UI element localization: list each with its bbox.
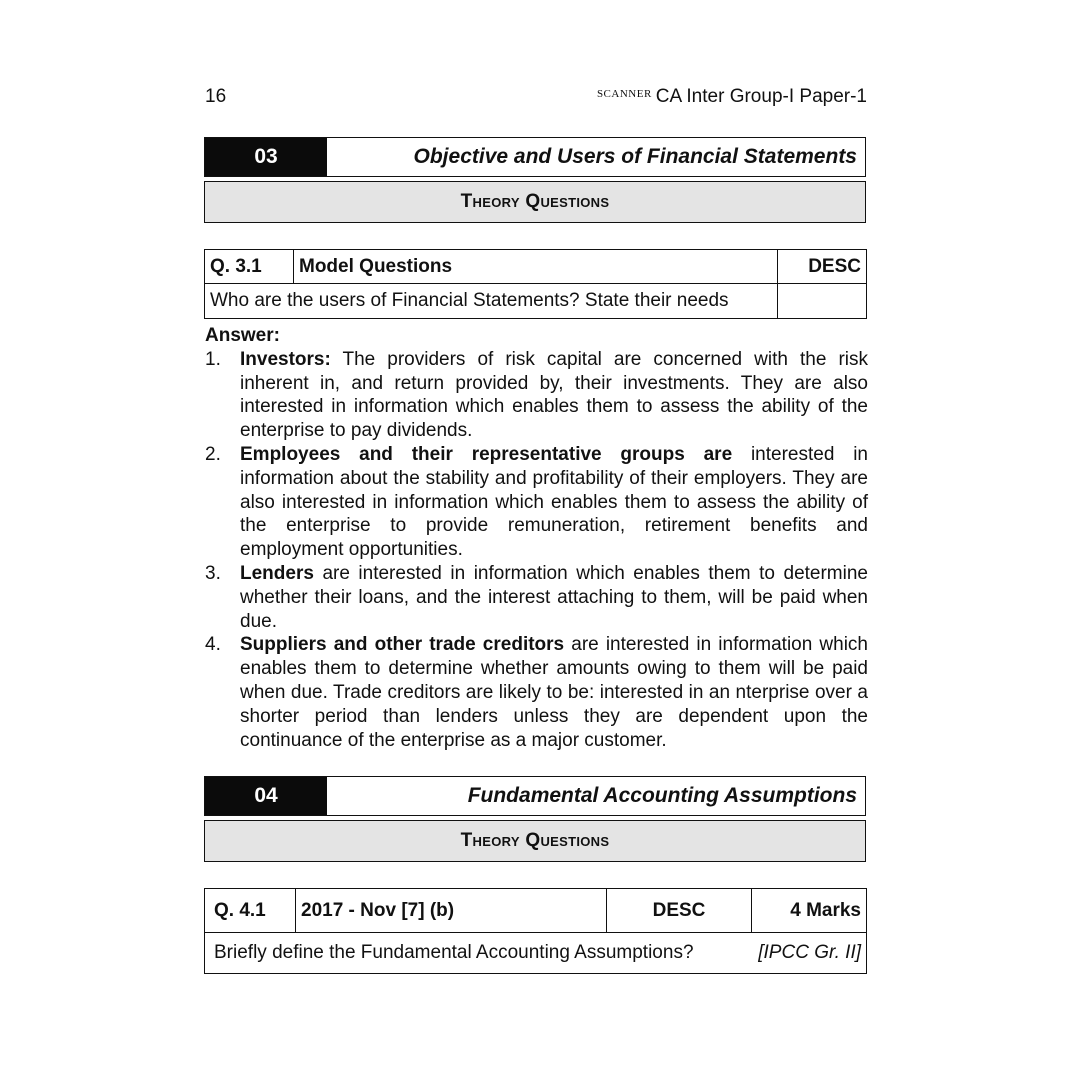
question-id: Q. 3.1	[205, 250, 294, 284]
question-type: DESC	[607, 889, 752, 933]
answer-number: 3.	[205, 562, 221, 584]
theory-questions-heading: Theory Questions	[204, 820, 866, 862]
question-text-cell	[205, 933, 867, 974]
running-head	[597, 84, 867, 112]
answer-lead: Suppliers and other trade creditors	[240, 634, 565, 656]
answer-lead: Lenders	[240, 562, 314, 584]
scanner-logo: SCANNER	[596, 88, 652, 100]
running-title: CA Inter Group-I Paper-1	[655, 86, 867, 107]
answer-lead: Employees and their representative groups are	[240, 443, 733, 465]
answer-lead: Investors:	[240, 348, 331, 370]
question-table-3-1	[204, 249, 867, 319]
question-source: Model Questions	[294, 250, 778, 284]
answer-list	[205, 348, 868, 753]
chapter-bar-04	[204, 776, 866, 816]
question-text: Who are the users of Financial Statements? State their needs	[205, 284, 778, 319]
chapter-number: 03	[205, 138, 327, 176]
question-meta-row	[205, 889, 867, 933]
question-blank-cell	[778, 284, 867, 319]
chapter-number: 04	[205, 777, 327, 815]
page-header	[205, 84, 867, 110]
answer-block	[205, 324, 868, 752]
answer-label: Answer:	[205, 325, 280, 346]
question-tag: [IPCC Gr. II]	[758, 942, 861, 963]
answer-item	[205, 443, 868, 562]
chapter-title: Objective and Users of Financial Statements	[413, 145, 857, 168]
question-text-row	[205, 933, 867, 974]
question-type: DESC	[778, 250, 867, 284]
answer-text: are interested in information which enables them to determine whether their loans, and the interest attaching to them, will be paid when due.	[240, 562, 868, 632]
answer-item	[205, 348, 868, 443]
theory-questions-heading: Theory Questions	[204, 181, 866, 223]
answer-item	[205, 633, 868, 752]
question-table-4-1	[204, 888, 867, 974]
question-text-row	[205, 284, 867, 319]
answer-text: are interested in information which enables them to determine whether amounts owing to them will be paid when due. Trade creditors are likely to be: interested in an nterprise over a shorter period than lenders unless they are dependent upon the continuance of the enterprise as a major customer.	[240, 634, 868, 751]
question-marks: 4 Marks	[752, 889, 867, 933]
answer-number: 4.	[205, 634, 221, 656]
answer-item	[205, 562, 868, 633]
page-number: 16	[205, 86, 227, 107]
question-id: Q. 4.1	[205, 889, 296, 933]
question-text: Briefly define the Fundamental Accounting Assumptions?	[214, 942, 694, 963]
answer-number: 2.	[205, 443, 221, 465]
question-meta-row	[205, 250, 867, 284]
chapter-title: Fundamental Accounting Assumptions	[467, 784, 857, 807]
answer-text: interested in information about the stability and profitability of their employers. They are also interested in information which enables them to assess the ability of the enterprise to provide remuneration, retirement benefits and employment opportunities.	[240, 443, 868, 561]
question-source: 2017 - Nov [7] (b)	[296, 889, 607, 933]
answer-text: The providers of risk capital are concerned with the risk inherent in, and return provided by, their investments. They are also interested in information which enables them to assess the ability of the enterprise to pay dividends.	[240, 348, 868, 442]
answer-number: 1.	[205, 348, 221, 370]
chapter-bar-03	[204, 137, 866, 177]
